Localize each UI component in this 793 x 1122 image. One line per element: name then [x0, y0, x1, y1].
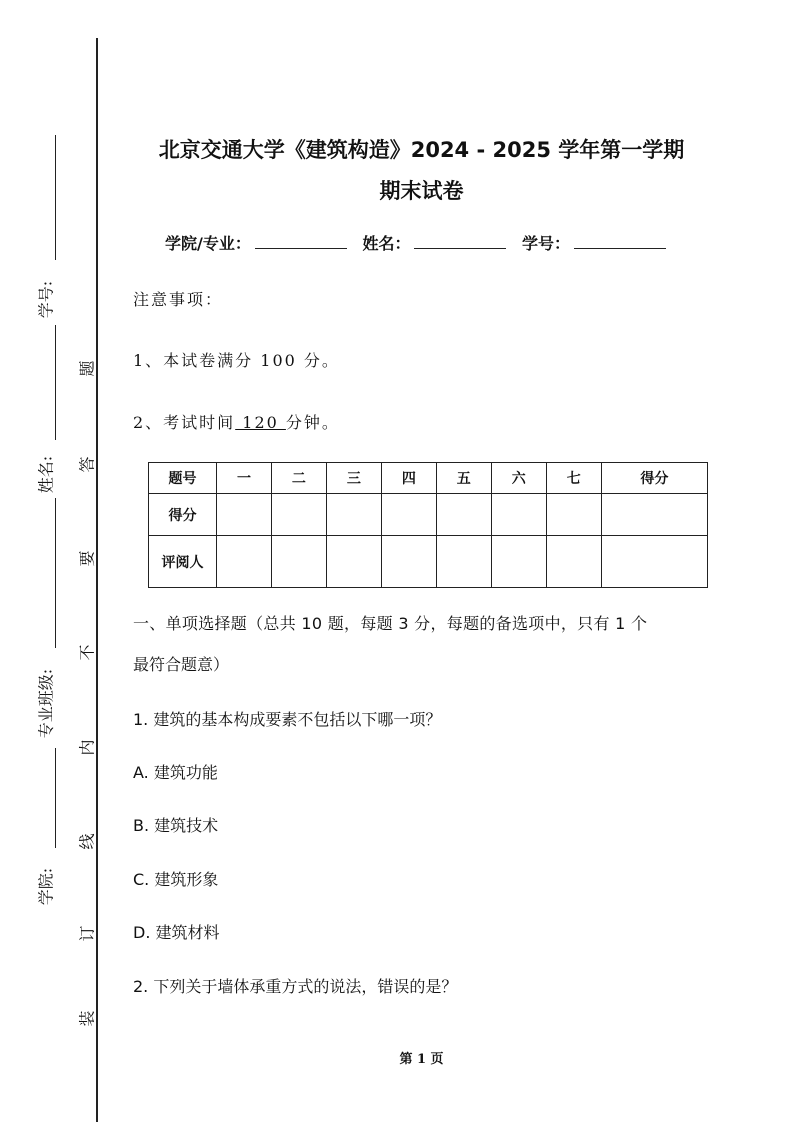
id-label: 学号：: [522, 234, 571, 253]
table-cell: [601, 494, 707, 536]
option: A. 建筑功能: [133, 763, 218, 782]
blank-line: [55, 325, 56, 440]
note-item: [133, 410, 340, 433]
binding-char: 不: [77, 644, 97, 661]
margin-field-class: 专业班级:: [36, 668, 56, 739]
binding-char: 答: [77, 456, 97, 473]
note-suffix: 分钟。: [285, 413, 340, 432]
question-stem: 1. 建筑的基本构成要素不包括以下哪一项？: [133, 710, 442, 729]
notes-heading: 注意事项：: [133, 290, 224, 309]
binding-char: 题: [77, 360, 97, 377]
page-number: 第 1 页: [399, 1052, 444, 1067]
margin-field-college: 学院:: [36, 867, 56, 906]
table-header-cell: 五: [436, 463, 491, 494]
table-header-cell: 二: [271, 463, 326, 494]
table-cell: [271, 536, 326, 588]
exam-subtitle: 期末试卷: [379, 179, 464, 203]
table-header-cell: 一: [217, 463, 272, 494]
table-cell: [326, 536, 381, 588]
row-label: 评阅人: [149, 536, 217, 588]
table-header-cell: 六: [491, 463, 546, 494]
table-header-cell: 七: [546, 463, 601, 494]
table-cell: [271, 494, 326, 536]
section-heading-cont: 最符合题意）: [133, 655, 230, 674]
table-header-cell: 题号: [149, 463, 217, 494]
option: C. 建筑形象: [133, 870, 219, 889]
binding-char: 装: [77, 1010, 97, 1027]
table-cell: [217, 536, 272, 588]
table-header-cell: 三: [326, 463, 381, 494]
binding-char: 线: [77, 833, 97, 850]
option: B. 建筑技术: [133, 816, 219, 835]
note-item: 1、本试卷满分 100 分。: [133, 351, 340, 370]
table-cell: [601, 536, 707, 588]
table-cell: [381, 494, 436, 536]
note-prefix: 2、考试时间: [133, 413, 236, 432]
binding-char: 订: [77, 925, 97, 942]
table-cell: [491, 536, 546, 588]
margin-field-student-id: 学号:: [36, 280, 56, 319]
table-cell: [436, 494, 491, 536]
table-cell: [436, 536, 491, 588]
table-cell: [326, 494, 381, 536]
id-blank[interactable]: [574, 234, 666, 249]
name-label: 姓名：: [362, 234, 411, 253]
student-info-line: [165, 231, 676, 254]
table-header-row: [149, 463, 708, 494]
college-label: 学院/专业：: [165, 234, 251, 253]
option: D. 建筑材料: [133, 923, 220, 942]
table-row: [149, 494, 708, 536]
table-row: [149, 536, 708, 588]
question-stem: 2. 下列关于墙体承重方式的说法，错误的是？: [133, 977, 458, 996]
table-cell: [546, 494, 601, 536]
table-header-cell: 得分: [601, 463, 707, 494]
table-cell: [217, 494, 272, 536]
binding-char: 要: [77, 550, 97, 567]
exam-duration: 120: [235, 413, 286, 432]
name-blank[interactable]: [414, 234, 506, 249]
binding-char: 内: [77, 739, 97, 756]
table-cell: [491, 494, 546, 536]
table-cell: [381, 536, 436, 588]
blank-line: [55, 498, 56, 648]
college-blank[interactable]: [255, 234, 347, 249]
table-header-cell: 四: [381, 463, 436, 494]
score-table: [148, 462, 708, 588]
row-label: 得分: [149, 494, 217, 536]
margin-field-name: 姓名:: [36, 455, 56, 494]
exam-title: 北京交通大学《建筑构造》2024 - 2025 学年第一学期: [158, 138, 685, 162]
blank-line: [55, 748, 56, 848]
table-cell: [546, 536, 601, 588]
section-heading: 一、单项选择题（总共 10 题，每题 3 分，每题的备选项中，只有 1 个: [133, 614, 648, 633]
